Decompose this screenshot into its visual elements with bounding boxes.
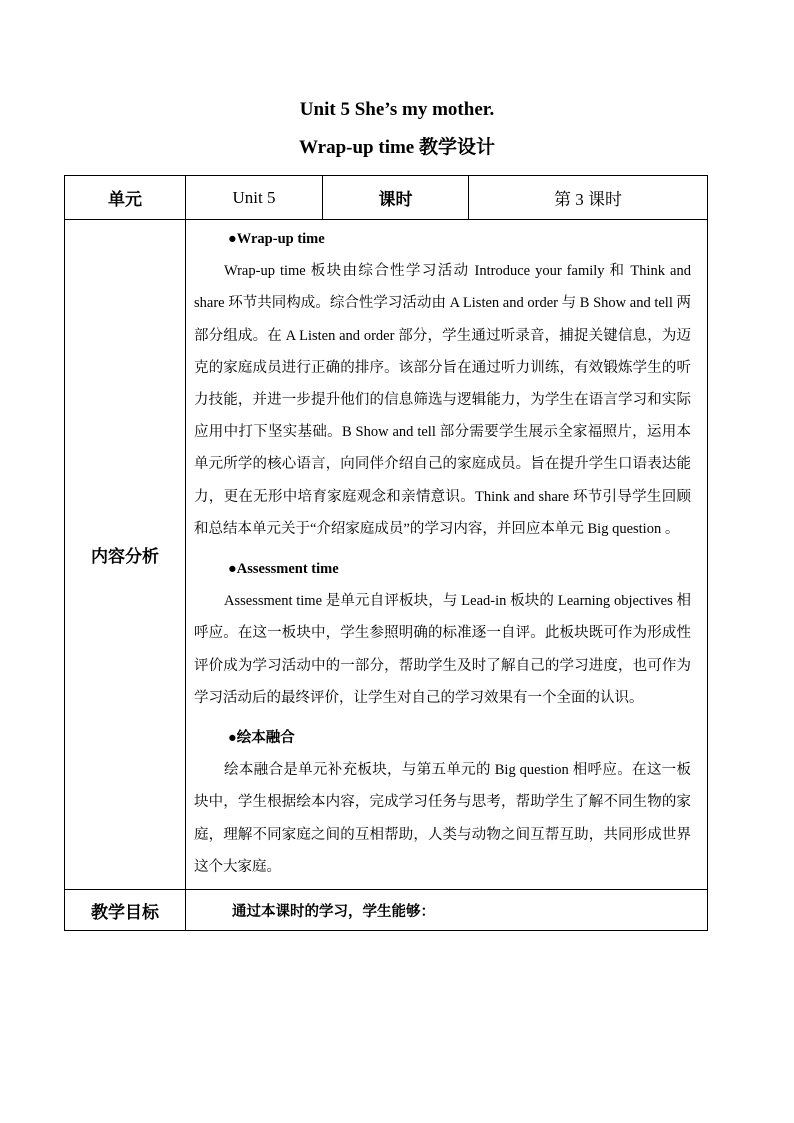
unit-label-cell: 单元 [65, 176, 186, 220]
lesson-plan-table [64, 175, 708, 931]
document-title: Unit 5 She’s my mother. [299, 99, 495, 120]
lesson-label-cell: 课时 [323, 176, 469, 220]
section-text-picturebook: 绘本融合是单元补充板块，与第五单元的 Big question 相呼应。在这一板块中，学生根据绘本内容，完成学习任务与思考，帮助学生了解不同生物的家庭，理解不同家庭之间的互相帮助，人类与动物之间互帮互助，共同形成世界这个大家庭。 [194, 762, 691, 875]
content-analysis-label: 内容分析 [65, 220, 186, 890]
content-analysis-row [65, 220, 708, 890]
teaching-goals-row [65, 890, 708, 931]
teaching-goals-label: 教学目标 [65, 890, 186, 931]
unit-row [65, 176, 708, 220]
content-analysis-cell [186, 220, 708, 890]
lesson-value-cell: 第 3 课时 [469, 176, 708, 220]
unit-value-cell: Unit 5 [186, 176, 323, 220]
section-text-assessment: Assessment time 是单元自评板块，与 Lead-in 板块的 Learning objectives 相呼应。在这一板块中，学生参照明确的标准逐一自评。此板块既可作为形成性评价成为学习活动中的一部分，帮助学生及时了解自己的学习进度，也可作为学习活动后的最终评价，让学生对自己的学习效果有一个全面的认识。 [194, 593, 691, 706]
section-heading-assessment: ●Assessment time [228, 561, 339, 578]
section-heading-picturebook: ●绘本融合 [228, 730, 295, 747]
teaching-goals-text: 通过本课时的学习，学生能够： [186, 890, 708, 931]
document-subtitle: Wrap-up time 教学设计 [299, 137, 495, 158]
section-heading-wrapup: ●Wrap-up time [228, 231, 325, 247]
section-text-wrapup: Wrap-up time 板块由综合性学习活动 Introduce your family 和 Think and share 环节共同构成。综合性学习活动由 A Listen and order 与 B Show and tell 两部分组成。在 A Listen and order 部分，学生通过听录音，捕捉关键信息，为迈克的家庭成员进行正确的排序。该部分旨在通过听力训练，有效锻炼学生的听力技能，并进一步提升他们的信息筛选与逻辑能力，为学生在语言学习和实际应用中打下坚实基础。B Show and tell 部分需要学生展示全家福照片，运用本单元所学的核心语言，向同伴介绍自己的家庭成员。旨在提升学生口语表达能力，更在无形中培育家庭观念和亲情意识。Think and share 环节引导学生回顾和总结本单元关于“介绍家庭成员”的学习内容，并回应本单元 Big question 。 [194, 263, 691, 537]
